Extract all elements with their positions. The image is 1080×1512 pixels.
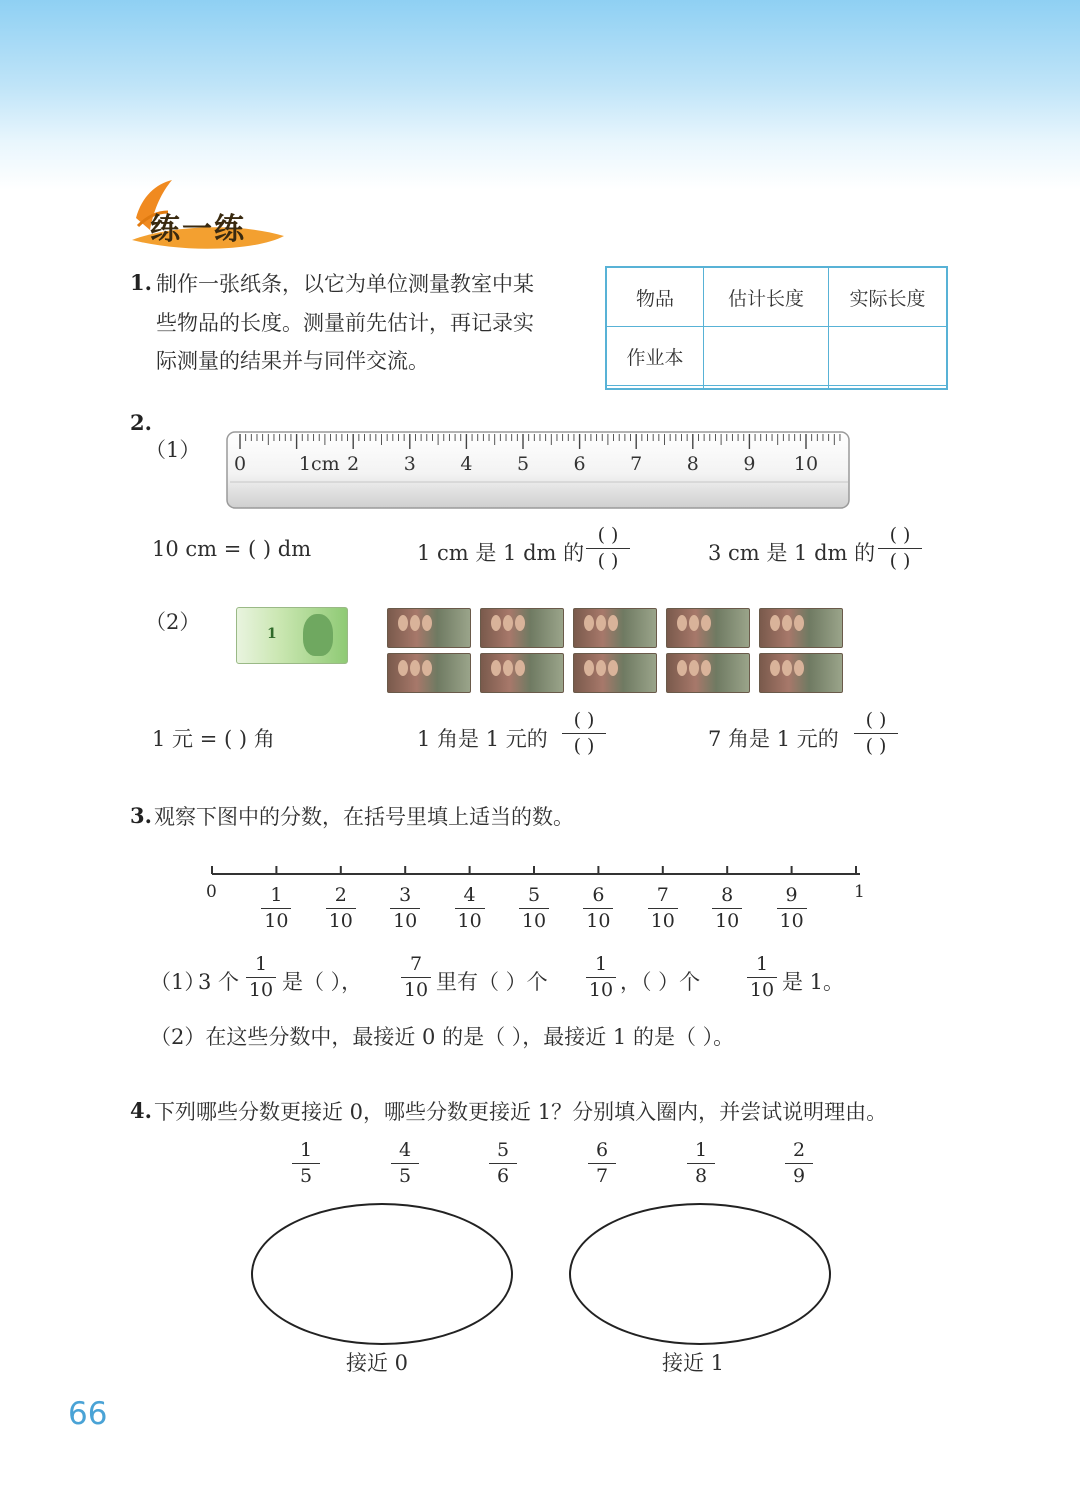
table-header-cell: 估计长度 xyxy=(704,267,829,327)
fraction-numerator: 1 xyxy=(270,884,283,906)
fraction-bar xyxy=(648,908,678,909)
ruler-label: 9 xyxy=(743,453,756,475)
fraction-denominator: 5 xyxy=(398,1165,412,1187)
number-line-fraction-label xyxy=(712,886,742,931)
one-yuan-note-image xyxy=(236,607,348,664)
fraction-denominator: 10 xyxy=(248,979,274,1001)
question-2-part-1-label: （1） xyxy=(145,438,201,462)
question-4-fraction[interactable] xyxy=(588,1141,616,1186)
number-line-fraction-label xyxy=(390,886,420,931)
fraction-bar xyxy=(489,1163,517,1164)
portrait-icon xyxy=(398,660,408,676)
equation-cm-dm: 10 cm = ( ) dm xyxy=(152,537,312,561)
fraction-denominator: 10 xyxy=(749,979,775,1001)
question-3-text: 观察下图中的分数，在括号里填上适当的数。 xyxy=(154,805,574,829)
table-row xyxy=(606,386,947,389)
fraction-numerator: 1 xyxy=(755,953,769,975)
question-3-sub-1-part-a: 3 个 xyxy=(198,970,240,994)
fraction-one-tenth xyxy=(747,955,777,1000)
fraction-bar xyxy=(586,548,630,549)
fraction-bar xyxy=(246,977,276,978)
fraction-bar xyxy=(292,1163,320,1164)
portrait-icon xyxy=(782,660,792,676)
number-line-fraction-label xyxy=(326,886,356,931)
portrait-icon xyxy=(410,615,420,631)
fraction-denominator: 9 xyxy=(792,1165,806,1187)
table-header-cell: 物品 xyxy=(606,267,704,327)
ruler xyxy=(226,430,852,512)
portrait-icon xyxy=(303,614,333,656)
fraction-denominator: 10 xyxy=(779,910,804,932)
fraction-numerator: 1 xyxy=(299,1139,313,1161)
fraction-denominator: 8 xyxy=(694,1165,708,1187)
equation-7jiao-text: 7 角是 1 元的 xyxy=(708,727,839,751)
fraction-numerator: ( ) xyxy=(597,524,619,546)
portrait-icon xyxy=(410,660,420,676)
portrait-icon xyxy=(503,660,513,676)
number-line-fraction-label xyxy=(648,886,678,931)
measurement-table xyxy=(605,266,948,390)
oval-close-to-zero-label: 接近 0 xyxy=(346,1351,409,1375)
page-header-band xyxy=(0,0,1080,190)
fraction-numerator: 2 xyxy=(334,884,347,906)
fraction-numerator: 1 xyxy=(254,953,268,975)
portrait-icon xyxy=(794,660,804,676)
question-3-sub-1-part-d: ，（ ）个 xyxy=(620,970,701,994)
fraction-numerator: 4 xyxy=(463,884,476,906)
table-cell[interactable] xyxy=(704,327,829,386)
fraction-one-tenth xyxy=(246,955,276,1000)
portrait-icon xyxy=(515,660,525,676)
portrait-icon xyxy=(770,660,780,676)
number-line-fraction-label xyxy=(455,886,485,931)
number-line-start-label: 0 xyxy=(206,882,217,902)
fraction-bar xyxy=(326,908,356,909)
page-number: 66 xyxy=(68,1396,108,1432)
ruler-label: 2 xyxy=(347,453,360,475)
ruler-label: 7 xyxy=(630,453,643,475)
fraction-numerator: 5 xyxy=(527,884,541,906)
fraction-bar xyxy=(854,733,898,734)
fraction-bar xyxy=(785,1163,813,1164)
fraction-bar xyxy=(391,1163,419,1164)
question-3-sub-2: （2）在这些分数中，最接近 0 的是（ ），最接近 1 的是（ ）。 xyxy=(150,1025,735,1049)
fraction-numerator: 3 xyxy=(399,884,412,906)
note-numeral-icon: 1 xyxy=(267,626,277,642)
one-jiao-note-image xyxy=(759,608,843,648)
fraction-denominator: 10 xyxy=(715,910,740,932)
fraction-bar xyxy=(777,908,807,909)
table-header-row xyxy=(606,267,947,327)
fraction-numerator: ( ) xyxy=(573,709,595,731)
number-line-fraction-label xyxy=(777,886,807,931)
question-4-fraction[interactable] xyxy=(785,1141,813,1186)
portrait-icon xyxy=(422,615,432,631)
number-line-end-label: 1 xyxy=(854,882,865,902)
table-cell: 作业本 xyxy=(606,327,704,386)
one-jiao-note-image xyxy=(387,653,471,693)
question-4-number: 4. xyxy=(130,1098,152,1123)
question-4-fraction[interactable] xyxy=(292,1141,320,1186)
fraction-denominator: 10 xyxy=(650,910,675,932)
question-2-number: 2. xyxy=(130,410,152,435)
equation-1jiao-text: 1 角是 1 元的 xyxy=(417,727,548,751)
fraction-bar xyxy=(390,908,420,909)
question-3-sub-1-part-c: 里有（ ）个 xyxy=(436,970,548,994)
one-jiao-note-image xyxy=(666,653,750,693)
oval-close-to-one[interactable] xyxy=(569,1203,831,1345)
portrait-icon xyxy=(608,660,618,676)
ruler-label: 5 xyxy=(516,453,530,475)
fraction-bar xyxy=(687,1163,715,1164)
fraction-bar xyxy=(519,908,549,909)
table-row xyxy=(606,327,947,386)
question-1-line-1: 制作一张纸条，以它为单位测量教室中某 xyxy=(156,272,534,296)
one-jiao-note-image xyxy=(573,608,657,648)
portrait-icon xyxy=(422,660,432,676)
question-1-number: 1. xyxy=(130,270,152,295)
fraction-numerator: 6 xyxy=(592,884,605,906)
fraction-bar xyxy=(261,908,291,909)
fraction-numerator: 7 xyxy=(656,884,669,906)
fraction-numerator: 1 xyxy=(694,1139,708,1161)
equation-1cm-text: 1 cm 是 1 dm 的 xyxy=(417,541,585,565)
ruler-label: 8 xyxy=(686,453,699,475)
one-jiao-note-image xyxy=(480,653,564,693)
table-header-cell: 实际长度 xyxy=(829,267,948,327)
portrait-icon xyxy=(677,615,687,631)
portrait-icon xyxy=(596,615,606,631)
portrait-icon xyxy=(584,615,594,631)
fraction-numerator: 7 xyxy=(409,953,423,975)
one-jiao-note-image xyxy=(666,608,750,648)
equation-yuan-jiao: 1 元 = ( ) 角 xyxy=(152,727,275,751)
table-cell[interactable] xyxy=(606,386,704,389)
portrait-icon xyxy=(689,615,699,631)
question-4-fraction[interactable] xyxy=(687,1141,715,1186)
fraction-numerator: ( ) xyxy=(889,524,911,546)
fraction-bar xyxy=(562,733,606,734)
question-3-number: 3. xyxy=(130,803,152,828)
fraction-numerator: 2 xyxy=(792,1139,806,1161)
portrait-icon xyxy=(503,615,513,631)
one-jiao-note-image xyxy=(573,653,657,693)
fraction-blank[interactable] xyxy=(854,711,898,756)
fraction-denominator: ( ) xyxy=(573,735,595,757)
fraction-denominator: 10 xyxy=(588,979,614,1001)
question-3-sub-1-part-e: 是 1。 xyxy=(782,970,845,994)
table-cell[interactable] xyxy=(829,386,948,389)
fraction-denominator: 10 xyxy=(521,910,547,932)
portrait-icon xyxy=(701,615,711,631)
portrait-icon xyxy=(398,615,408,631)
portrait-icon xyxy=(515,615,525,631)
fraction-bar xyxy=(588,1163,616,1164)
portrait-icon xyxy=(491,660,501,676)
question-3-sub-1-part-b: 是（ ）， xyxy=(282,970,363,994)
question-2-part-2-label: （2） xyxy=(145,610,201,634)
oval-close-to-zero[interactable] xyxy=(251,1203,513,1345)
fraction-bar xyxy=(712,908,742,909)
fraction-bar xyxy=(455,908,485,909)
fraction-blank[interactable] xyxy=(586,526,630,571)
fraction-bar xyxy=(586,977,616,978)
fraction-denominator: 10 xyxy=(586,910,611,932)
portrait-icon xyxy=(770,615,780,631)
fraction-numerator: 6 xyxy=(595,1139,609,1161)
question-1-line-2: 些物品的长度。测量前先估计，再记录实 xyxy=(156,311,534,335)
fraction-blank[interactable] xyxy=(878,526,922,571)
ruler-label: 1cm xyxy=(298,453,340,475)
number-line-fraction-label xyxy=(261,886,291,931)
fraction-numerator: ( ) xyxy=(865,709,887,731)
question-1-line-3: 际测量的结果并与同伴交流。 xyxy=(156,349,429,373)
fraction-bar xyxy=(878,548,922,549)
section-badge xyxy=(128,178,298,258)
portrait-icon xyxy=(701,660,711,676)
fraction-seven-tenths xyxy=(401,955,431,1000)
portrait-icon xyxy=(608,615,618,631)
fraction-denominator: 6 xyxy=(496,1165,510,1187)
number-line-fraction-label xyxy=(519,886,549,931)
question-4-fraction[interactable] xyxy=(391,1141,419,1186)
fraction-numerator: 4 xyxy=(398,1139,412,1161)
ruler-label: 4 xyxy=(460,453,473,475)
fraction-one-tenth xyxy=(586,955,616,1000)
fraction-denominator: 5 xyxy=(299,1165,313,1187)
fraction-bar xyxy=(747,977,777,978)
fraction-bar xyxy=(401,977,431,978)
question-4-fraction[interactable] xyxy=(489,1141,517,1186)
fraction-numerator: 9 xyxy=(785,884,798,906)
portrait-icon xyxy=(689,660,699,676)
ruler-label: 10 xyxy=(793,453,819,475)
fraction-denominator: 10 xyxy=(403,979,429,1001)
ruler-label: 6 xyxy=(573,453,586,475)
fraction-bar xyxy=(583,908,613,909)
fraction-denominator: ( ) xyxy=(597,550,619,572)
fraction-denominator: 7 xyxy=(595,1165,609,1187)
oval-close-to-one-label: 接近 1 xyxy=(662,1351,725,1375)
section-title: 练一练 xyxy=(150,212,246,247)
portrait-icon xyxy=(794,615,804,631)
number-line-fraction-label xyxy=(583,886,613,931)
ruler-label: 0 xyxy=(233,453,247,475)
question-3-sub-1-label: （1） xyxy=(150,970,206,994)
portrait-icon xyxy=(491,615,501,631)
one-jiao-note-image xyxy=(759,653,843,693)
fraction-denominator: ( ) xyxy=(889,550,911,572)
question-4-text: 下列哪些分数更接近 0，哪些分数更接近 1？分别填入圈内，并尝试说明理由。 xyxy=(154,1100,888,1124)
portrait-icon xyxy=(782,615,792,631)
fraction-denominator: 10 xyxy=(457,910,482,932)
portrait-icon xyxy=(584,660,594,676)
portrait-icon xyxy=(677,660,687,676)
fraction-blank[interactable] xyxy=(562,711,606,756)
fraction-numerator: 1 xyxy=(594,953,608,975)
fraction-denominator: 10 xyxy=(328,910,353,932)
fraction-denominator: ( ) xyxy=(865,735,887,757)
fraction-numerator: 8 xyxy=(721,884,734,906)
fraction-denominator: 10 xyxy=(264,910,289,932)
ruler-label: 3 xyxy=(403,453,416,475)
table-cell[interactable] xyxy=(704,386,829,389)
fraction-denominator: 10 xyxy=(393,910,418,932)
fraction-numerator: 5 xyxy=(496,1139,510,1161)
equation-3cm-text: 3 cm 是 1 dm 的 xyxy=(708,541,876,565)
table-cell[interactable] xyxy=(829,327,948,386)
portrait-icon xyxy=(596,660,606,676)
one-jiao-note-image xyxy=(480,608,564,648)
one-jiao-note-image xyxy=(387,608,471,648)
